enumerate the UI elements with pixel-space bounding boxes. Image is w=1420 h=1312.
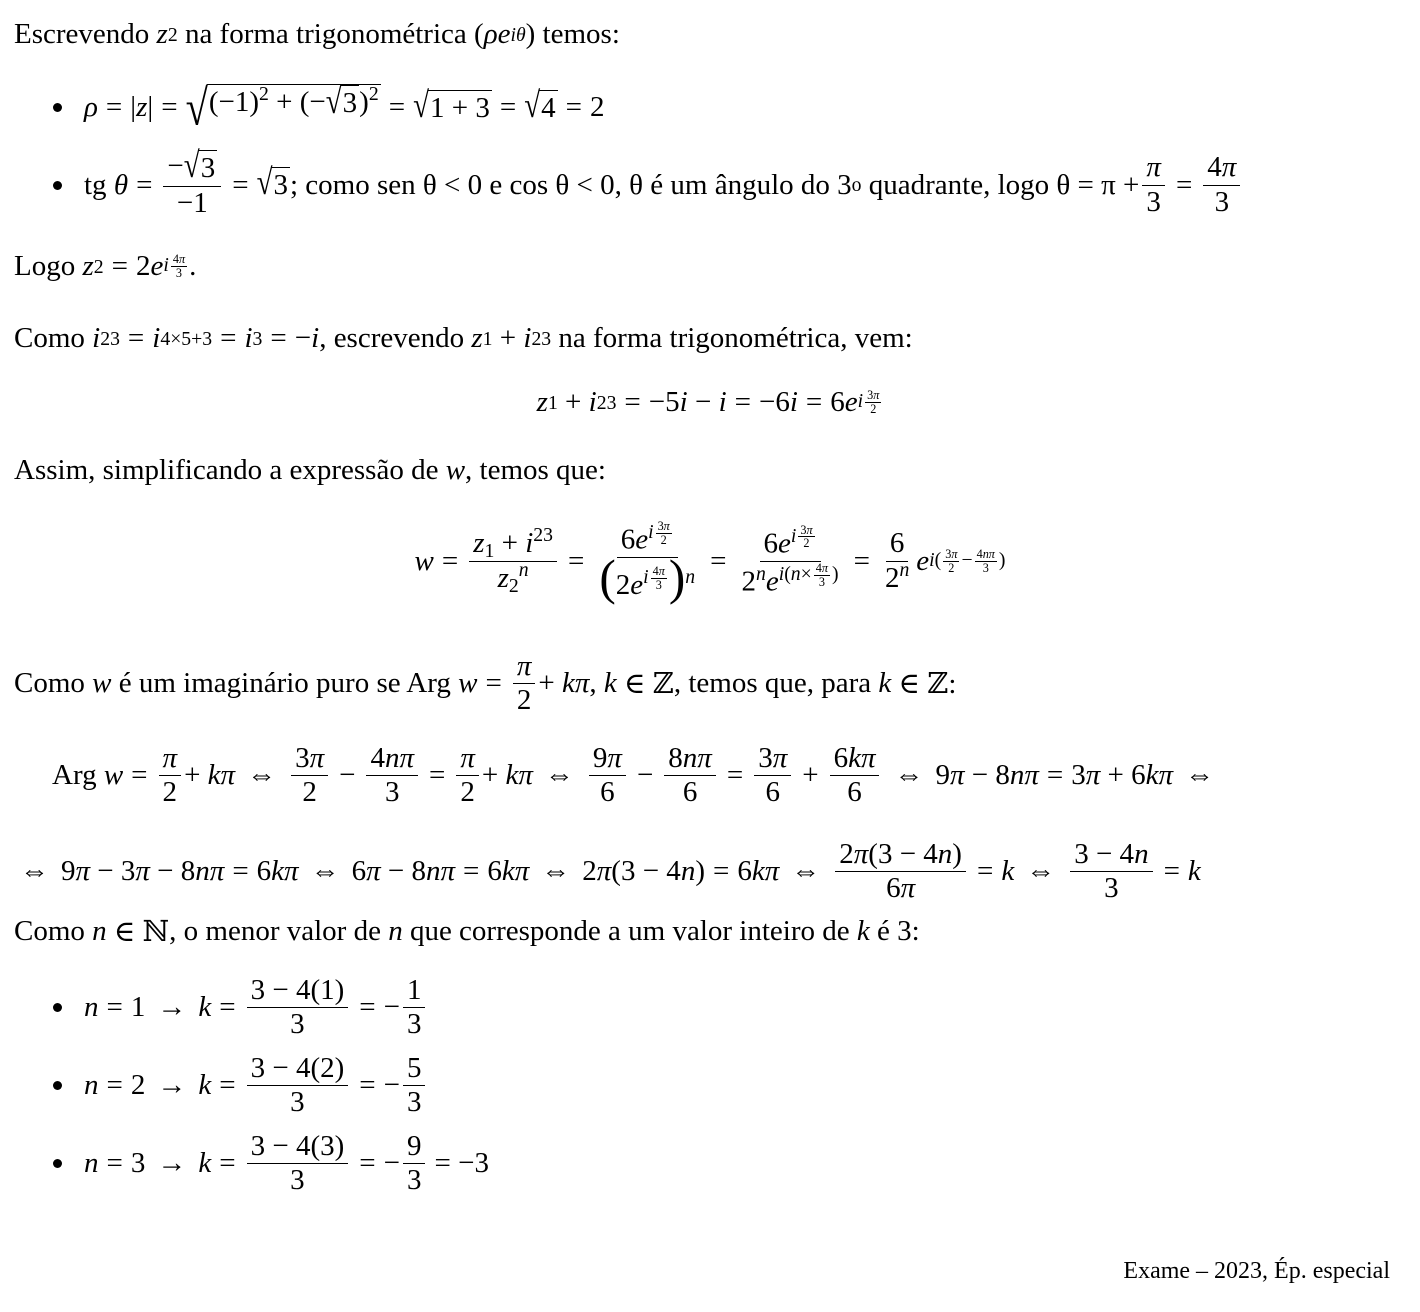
bullet-dot: [53, 181, 62, 190]
menor-b: , o menor valor de: [169, 915, 381, 947]
bullet2-text: ; como sen θ < 0 e cos θ < 0, θ é um ângulo do 3: [289, 168, 852, 201]
continuation-equation: ⇔ 9 π − 3 π − 8 nπ = 6 kπ ⇔ 6 π − 8 nπ = 6 kπ ⇔ 2 π (3 − 4 n ) = 6 kπ ⇔ $\frac{2\pi(3 - 4n)}{6\pi}$ = k ⇔ $\frac{3 - 4n}{3}$ = k: [20, 838, 1201, 905]
arg-equation: Arg w = $\frac{\pi}{2}$ + kπ ⇔ $\frac{3\pi}{2}$ − $\frac{4n\pi}{3}$ = $\frac{\pi}{2}$ + kπ ⇔ $\frac{9\pi}{6}$ − $\frac{8n\pi}{6}$ = $\frac{3\pi}{6}$ + $\frac{6k\pi}{6}$ ⇔ 9 π − 8 nπ = 3 π + 6 kπ ⇔: [52, 742, 1215, 809]
assim-end: , temos que:: [465, 454, 606, 486]
bullet-rho: ρ = | z | = √ $(-1)^2$ + (− √ 3 )$^2$ = √ 1 + 3 = √ 4 = 2: [0, 84, 604, 131]
menor-d: é 3:: [877, 915, 920, 947]
intro-line: Escrevendo z 2 na forma trigonométrica ( ρe iθ ) temos:: [14, 18, 620, 50]
imag-line: Como w é um imaginário puro se Arg w = $\frac{\pi}{2}$ + kπ , k ∈ ℤ , temos que, para k ∈ ℤ:: [14, 650, 957, 717]
bullet-dot: [53, 1081, 62, 1090]
equation-w: w = $\frac{z_1 + i^{23}}{z_2^n}$ = $6e^{i \frac{3\pi}{2}}$ ($2e^{i \frac{4\pi}{3}}$ )$^n$ = $6e^{i \frac{3\pi}{2}}$ $2^ne^{i(n\times \frac{4\pi}{3} )}$ = $\frac{6}{2^n}$ e i( $\frac{3\pi}{2}$ − $\frac{4n\pi}{3}$ ): [414, 519, 1006, 606]
como-line: Como i 23 = i 4×5+3 = i 3 = − i , escrevendo z 1 + i 23 na forma trigonométrica, vem:: [14, 322, 913, 354]
menor-c: que corresponde a um valor inteiro de: [409, 915, 850, 947]
case-n2: n = 2 → k = $\frac{3 - 4(2)}{3}$ = − $\frac{5}{3}$: [0, 1052, 428, 1120]
bullet2-end: quadrante, logo θ = π +: [868, 168, 1140, 201]
case-n3: n = 3 → k = $\frac{3 - 4(3)}{3}$ = − $\frac{9}{3}$ = −3: [0, 1130, 489, 1198]
como-end: na forma trigonométrica, vem:: [558, 322, 913, 354]
bullet-theta: tg θ = − √ 3 −1 = √ 3 ; como sen θ < 0 e cos θ < 0, θ é um ângulo do 3 o quadrante, logo θ = π + $\frac{\pi}{3}$ = $\frac{4\pi}{3}$: [0, 150, 1243, 220]
intro-text: Escrevendo: [14, 18, 150, 50]
imag-end: , temos que, para: [673, 667, 872, 700]
menor-line: Como n ∈ ℕ , o menor valor de n que corresponde a um valor inteiro de k é 3:: [14, 915, 920, 948]
logo-line: Logo z 2 = 2 e i $\frac{4\pi}{3}$ .: [14, 250, 197, 282]
assim-text: Assim, simplificando a expressão de: [14, 454, 439, 486]
sqrt-rho: √ $(-1)^2$ + (− √ 3 )$^2$: [185, 79, 379, 136]
logo-text: Logo: [14, 250, 76, 282]
bullet-dot: [53, 103, 62, 112]
footer-source: Exame – 2023, Ép. especial: [1123, 1258, 1390, 1284]
imag-mid: é um imaginário puro se Arg: [118, 667, 451, 700]
como-text: Como: [14, 322, 85, 354]
equation-z1: z 1 + i 23 = −5 i − i = −6 i = 6 e i $\frac{3\pi}{2}$: [536, 386, 880, 418]
bullet-dot: [53, 1159, 62, 1168]
como-mid: , escrevendo: [319, 322, 465, 354]
intro-end: ) temos:: [525, 18, 620, 50]
bullet-dot: [53, 1003, 62, 1012]
assim-line: Assim, simplificando a expressão de w , temos que:: [14, 454, 606, 486]
imag-text: Como: [14, 667, 85, 700]
case-n1: n = 1 → k = $\frac{3 - 4(1)}{3}$ = − $\frac{1}{3}$: [0, 974, 428, 1042]
menor-a: Como: [14, 915, 85, 947]
intro-mid: na forma trigonométrica (: [184, 18, 484, 50]
